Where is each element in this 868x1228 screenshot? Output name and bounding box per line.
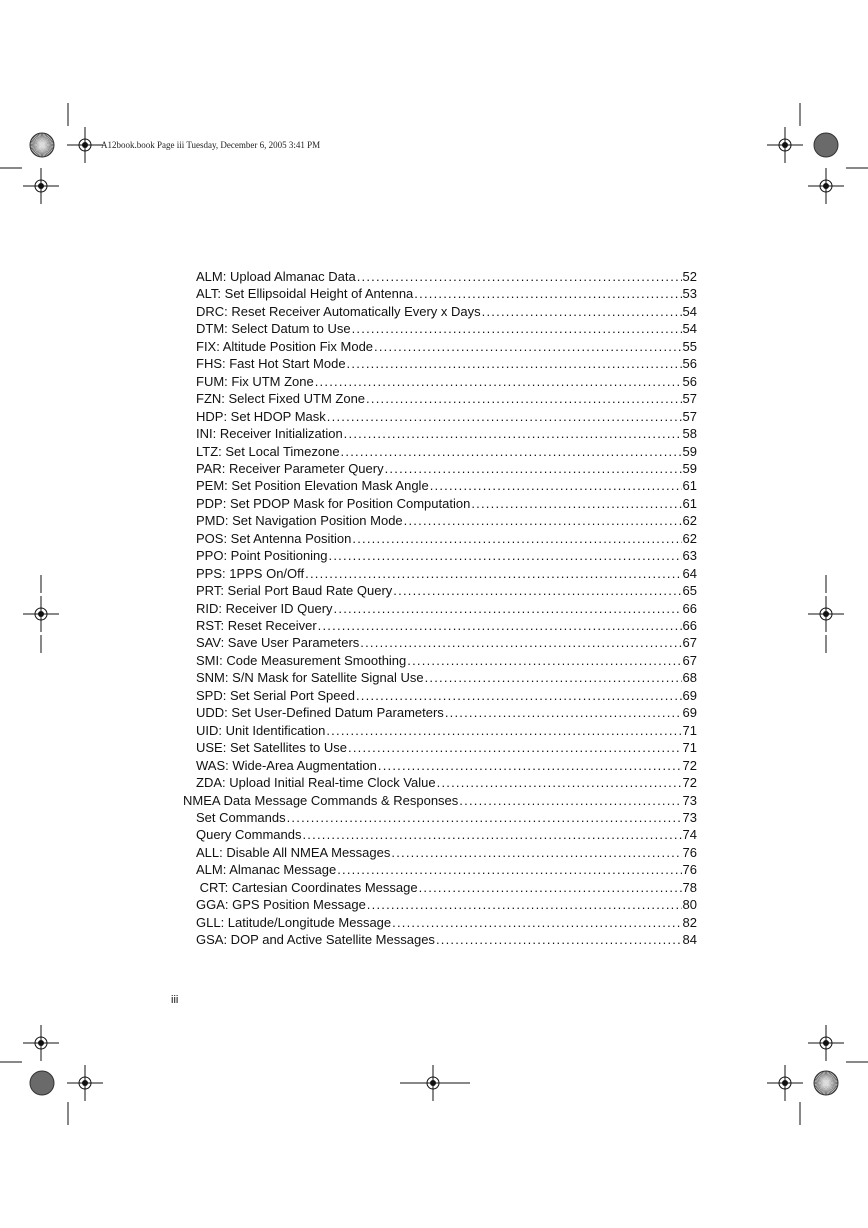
- toc-page-number: 76: [682, 862, 697, 878]
- toc-entry[interactable]: [196, 600, 697, 618]
- toc-dot-leader: [385, 460, 682, 478]
- toc-entry[interactable]: [196, 861, 697, 879]
- toc-dot-leader: [327, 408, 682, 426]
- toc-page-number: 72: [682, 757, 697, 773]
- toc-entry-title: FUM: Fix UTM Zone: [196, 373, 314, 389]
- toc-entry-title: GGA: GPS Position Message: [196, 897, 366, 913]
- toc-entry[interactable]: [196, 268, 697, 286]
- registration-crosshair-icon: [67, 1065, 103, 1101]
- toc-dot-leader: [302, 826, 681, 844]
- toc-entry-title: DTM: Select Datum to Use: [196, 321, 351, 337]
- print-header-stamp: A12book.book Page iii Tuesday, December 6, 2005 3:41 PM: [101, 140, 321, 150]
- toc-entry-title: PDP: Set PDOP Mask for Position Computation: [196, 495, 471, 511]
- toc-dot-leader: [437, 774, 682, 792]
- toc-dot-leader: [459, 792, 681, 810]
- toc-dot-leader: [404, 512, 682, 530]
- toc-entry-title: Set Commands: [196, 809, 286, 825]
- registration-crosshair-icon: [67, 127, 103, 163]
- toc-dot-leader: [360, 634, 681, 652]
- toc-entry-title: ALT: Set Ellipsoidal Height of Antenna: [196, 286, 414, 302]
- toc-page-number: 69: [682, 705, 697, 721]
- toc-page-number: 74: [682, 827, 697, 843]
- toc-page-number: 71: [682, 722, 697, 738]
- toc-page-number: 69: [682, 687, 697, 703]
- toc-page-number: 82: [682, 914, 697, 930]
- toc-page-number: 55: [682, 338, 697, 354]
- toc-entry-title: PPS: 1PPS On/Off: [196, 565, 305, 581]
- toc-page-number: 57: [682, 391, 697, 407]
- toc-entry[interactable]: [196, 669, 697, 687]
- toc-entry[interactable]: [196, 844, 697, 862]
- toc-entry[interactable]: [196, 739, 697, 757]
- toc-dot-leader: [378, 757, 682, 775]
- toc-entry[interactable]: [196, 687, 697, 705]
- toc-entry[interactable]: [196, 582, 697, 600]
- toc-dot-leader: [315, 373, 682, 391]
- toc-dot-leader: [341, 443, 682, 461]
- toc-dot-leader: [305, 565, 681, 583]
- toc-entry-title: GSA: DOP and Active Satellite Messages: [196, 932, 435, 948]
- registration-starburst-icon: [30, 133, 54, 157]
- toc-page-number: 72: [682, 775, 697, 791]
- toc-page-number: 73: [682, 809, 697, 825]
- toc-entry-title: ALM: Almanac Message: [196, 862, 337, 878]
- page-number: iii: [171, 994, 179, 1006]
- toc-entry[interactable]: [196, 896, 697, 914]
- toc-entry-title: RST: Reset Receiver: [196, 618, 317, 633]
- toc-entry[interactable]: [196, 320, 697, 338]
- toc-entry[interactable]: [196, 757, 697, 775]
- toc-dot-leader: [407, 652, 681, 670]
- toc-dot-leader: [329, 547, 682, 565]
- registration-crosshair-icon: [767, 127, 803, 163]
- toc-entry-title: SPD: Set Serial Port Speed: [196, 687, 355, 703]
- toc-entry-title: POS: Set Antenna Position: [196, 530, 352, 546]
- registration-starburst-icon: [814, 1071, 838, 1095]
- toc-entry-title: SMI: Code Measurement Smoothing: [196, 652, 407, 668]
- toc-entry[interactable]: [196, 704, 697, 722]
- toc-dot-leader: [344, 425, 682, 443]
- toc-dot-leader: [425, 669, 682, 687]
- toc-entry-title: PMD: Set Navigation Position Mode: [196, 513, 403, 529]
- toc-entry-title: LTZ: Set Local Timezone: [196, 443, 340, 459]
- toc-dot-leader: [334, 600, 682, 618]
- toc-entry-title: PEM: Set Position Elevation Mask Angle: [196, 478, 429, 494]
- toc-page-number: 62: [682, 530, 697, 546]
- toc-page-number: 67: [682, 635, 697, 651]
- toc-entry-title: CRT: Cartesian Coordinates Message: [196, 879, 418, 895]
- toc-page-number: 52: [682, 269, 697, 284]
- toc-entry[interactable]: [196, 460, 697, 478]
- registration-crosshair-icon: [808, 596, 844, 632]
- toc-page-number: 66: [682, 618, 697, 633]
- toc-entry[interactable]: [196, 373, 697, 391]
- toc-entry[interactable]: [196, 547, 697, 565]
- toc-entry-title: FIX: Altitude Position Fix Mode: [196, 338, 374, 354]
- toc-page-number: 80: [682, 897, 697, 913]
- toc-dot-leader: [374, 338, 682, 356]
- toc-page-number: 65: [682, 583, 697, 599]
- registration-disc-icon: [30, 1071, 54, 1095]
- toc-entry-title: ALL: Disable All NMEA Messages: [196, 844, 391, 860]
- toc-dot-leader: [337, 861, 681, 879]
- toc-entry[interactable]: [196, 477, 697, 495]
- toc-entry-title: UID: Unit Identification: [196, 722, 326, 738]
- toc-page-number: 66: [682, 600, 697, 616]
- toc-entry[interactable]: [196, 512, 697, 530]
- toc-entry[interactable]: [196, 617, 697, 635]
- toc-page-number: 67: [682, 652, 697, 668]
- toc-dot-leader: [287, 809, 682, 827]
- toc-page-number: 73: [682, 792, 697, 808]
- toc-page-number: 53: [682, 286, 697, 302]
- toc-dot-leader: [356, 687, 682, 705]
- toc-dot-leader: [357, 268, 682, 286]
- toc-entry[interactable]: [196, 285, 697, 303]
- toc-entry-title: USE: Set Satellites to Use: [196, 740, 348, 756]
- toc-entry-title: ZDA: Upload Initial Real-time Clock Value: [196, 775, 436, 791]
- toc-entry-title: ALM: Upload Almanac Data: [196, 269, 356, 284]
- toc-entry-title: PRT: Serial Port Baud Rate Query: [196, 583, 393, 599]
- toc-entry-title: UDD: Set User-Defined Datum Parameters: [196, 705, 444, 721]
- toc-entry-title: DRC: Reset Receiver Automatically Every x Days: [196, 303, 481, 319]
- toc-entry[interactable]: [196, 826, 697, 844]
- toc-dot-leader: [352, 530, 681, 548]
- toc-page-number: 61: [682, 478, 697, 494]
- toc-page-number: 54: [682, 321, 697, 337]
- toc-entry-title: FHS: Fast Hot Start Mode: [196, 356, 346, 372]
- toc-entry[interactable]: [196, 914, 697, 932]
- toc-page-number: 64: [682, 565, 697, 581]
- toc-page-number: 76: [682, 844, 697, 860]
- toc-dot-leader: [414, 285, 681, 303]
- toc-dot-leader: [391, 844, 681, 862]
- registration-crosshair-icon: [808, 1025, 844, 1061]
- toc-page-number: 57: [682, 408, 697, 424]
- toc-dot-leader: [471, 495, 681, 513]
- toc-entry-title: INI: Receiver Initialization: [196, 426, 343, 442]
- toc-page-number: 56: [682, 373, 697, 389]
- toc-dot-leader: [352, 320, 682, 338]
- toc-entry[interactable]: [196, 355, 697, 373]
- toc-entry[interactable]: [196, 303, 697, 321]
- toc-dot-leader: [419, 879, 682, 897]
- toc-page-number: 62: [682, 513, 697, 529]
- toc-dot-leader: [367, 896, 682, 914]
- toc-dot-leader: [436, 931, 682, 949]
- toc-entry[interactable]: [196, 931, 697, 949]
- toc-entry[interactable]: [196, 338, 697, 356]
- toc-page-number: 71: [682, 740, 697, 756]
- toc-entry[interactable]: [196, 425, 697, 443]
- toc-page-number: 59: [682, 443, 697, 459]
- toc-page-number: 56: [682, 356, 697, 372]
- toc-entry-title: SNM: S/N Mask for Satellite Signal Use: [196, 670, 424, 686]
- registration-crosshair-icon: [767, 1065, 803, 1101]
- toc-entry[interactable]: [196, 722, 697, 740]
- toc-entry[interactable]: [196, 390, 697, 408]
- toc-entry[interactable]: [196, 565, 697, 583]
- registration-crosshair-icon: [808, 168, 844, 204]
- toc-entry-title: SAV: Save User Parameters: [196, 635, 360, 651]
- toc-entry[interactable]: [196, 634, 697, 652]
- toc-section-entry[interactable]: [183, 792, 697, 810]
- toc-dot-leader: [482, 303, 682, 321]
- toc-entry[interactable]: [196, 408, 697, 426]
- toc-page-number: 63: [682, 548, 697, 564]
- toc-dot-leader: [430, 477, 682, 495]
- toc-entry-title: FZN: Select Fixed UTM Zone: [196, 391, 366, 407]
- toc-entry[interactable]: [196, 652, 697, 670]
- toc-entry-title: RID: Receiver ID Query: [196, 600, 333, 616]
- registration-crosshair-icon: [23, 1025, 59, 1061]
- toc-dot-leader: [326, 722, 681, 740]
- toc-dot-leader: [393, 582, 681, 600]
- toc-page-number: 54: [682, 303, 697, 319]
- toc-dot-leader: [366, 390, 681, 408]
- toc-dot-leader: [318, 617, 682, 635]
- registration-crosshair-icon: [23, 596, 59, 632]
- toc-entry-title: HDP: Set HDOP Mask: [196, 408, 326, 424]
- toc-dot-leader: [347, 355, 682, 373]
- toc-entry-title: PAR: Receiver Parameter Query: [196, 460, 384, 476]
- toc-page-number: 59: [682, 460, 697, 476]
- toc-entry-title: Query Commands: [196, 827, 302, 843]
- toc-entry-title: GLL: Latitude/Longitude Message: [196, 914, 392, 930]
- toc-page-number: 78: [682, 879, 697, 895]
- toc-page-number: 84: [682, 932, 697, 948]
- toc-page-number: 58: [682, 426, 697, 442]
- toc-entry[interactable]: [196, 774, 697, 792]
- toc-page-number: 61: [682, 495, 697, 511]
- toc-entry[interactable]: [196, 530, 697, 548]
- toc-entry-title: PPO: Point Positioning: [196, 548, 328, 564]
- toc-dot-leader: [392, 914, 681, 932]
- registration-disc-icon: [814, 133, 838, 157]
- registration-crosshair-icon: [23, 168, 59, 204]
- toc-entry[interactable]: [196, 443, 697, 461]
- toc-entry[interactable]: [196, 879, 697, 897]
- toc-entry-title: WAS: Wide-Area Augmentation: [196, 757, 377, 773]
- toc-entry[interactable]: [196, 495, 697, 513]
- toc-entry[interactable]: [196, 809, 697, 827]
- toc-entry-title: NMEA Data Message Commands & Responses: [183, 792, 459, 808]
- toc-dot-leader: [445, 704, 682, 722]
- toc-dot-leader: [348, 739, 682, 757]
- toc-page-number: 68: [682, 670, 697, 686]
